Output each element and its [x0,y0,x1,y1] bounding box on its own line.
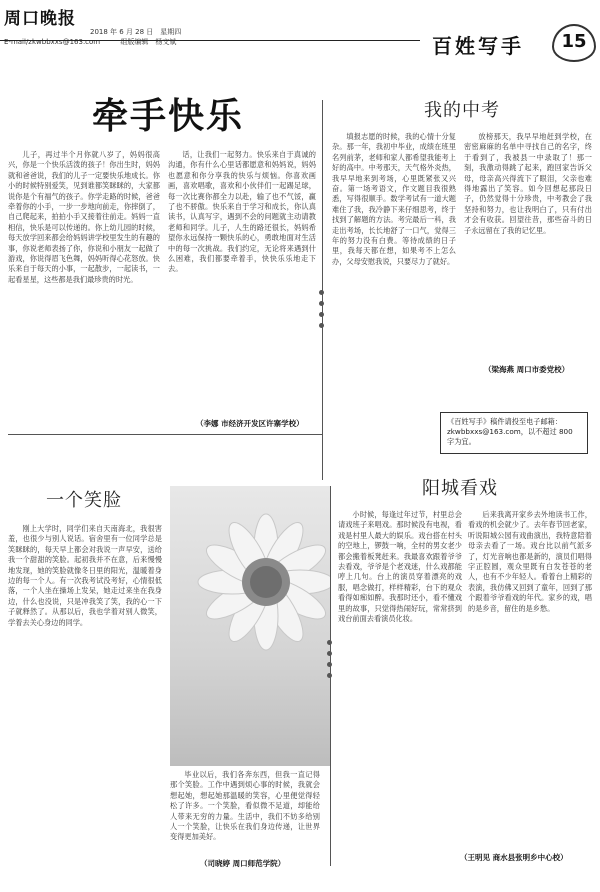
article4-col1-text: 小时候，每逢过年过节，村里总会请戏班子来唱戏。那时候没有电视，看戏是村里人最大的娱乐。戏台搭在村头的空地上，锣鼓一响，全村的男女老少都会搬着板凳赶来。我最喜欢跟着爷爷去看戏，爷爷是个老戏迷，什么戏都能哼上几句。台上的演员穿着漂亮的戏服，唱念做打，样样精彩，台下的观众看得如痴如醉。我那时还小，看不懂戏里的故事，只觉得热闹好玩，常常挤到戏台前面去看演员化妆。 [338,510,462,624]
submission-notice [440,412,588,454]
article3-col2-text: 毕业以后，我们各奔东西，但我一直记得那个笑脸。工作中遇到烦心事的时候，我就会想起她，想起她那温暖的笑容，心里便觉得轻松了许多。一个笑脸，看似微不足道，却能给人带来无穷的力量。生活中，我们不妨多给别人一个笑脸，让快乐在我们身边传递，让世界变得更加美好。 [170,770,320,842]
article1-byline: （李娜 市经济开发区许寨学校） [196,419,304,428]
article-title-my-exam: 我的中考 [424,100,500,121]
sunflower-photo [170,486,330,766]
article2-col1-text: 填报志愿的时候，我的心情十分复杂。那一年，我初中毕业，成绩在班里名列前茅，老师和家人都希望我能考上好的高中。中考那天，天气格外炎热，我早早地来到考场，心里既紧张又兴奋。第一场考语文，作文题目我很熟悉，写得很顺手。数学考试有一道大题难住了我，我冷静下来仔细思考，终于找到了解题的方法。考完最后一科，我走出考场，长长地舒了一口气，觉得三年的努力没有白费。等待成绩的日子里，我每天都在想，如果考不上怎么办，父母安慰我说，只要尽力了就好。 [332,132,456,266]
editor-credit: 组版编辑 杨文斌 [120,38,177,46]
masthead [0,0,600,66]
article3-col1-text: 刚上大学时，同学们来自天南海北，我很害羞，也很少与别人说话。宿舍里有一位同学总是笑眯眯的，每天早上都会对我说一声早安，送给我一个甜甜的笑脸。起初我并不在意，后来慢慢地发现，她的笑脸就像冬日里的阳光，温暖着身边的每一个人。有一次我考试没考好，心情很低落，一个人坐在操场上发呆，她走过来坐在我身边，什么也没说，只是冲我笑了笑，我的心一下子就释然了。从那以后，我也学着对别人微笑，学着去关心身边的同学。 [8,524,162,627]
header-rule [0,40,420,41]
article2-column-2 [464,132,592,348]
divider-dots [319,290,324,328]
article1-column-2 [168,150,316,408]
article2-byline: （梁海燕 周口市委党校） [484,365,570,374]
header-meta [4,27,181,47]
article2-col2-text: 放榜那天，我早早地赶到学校，在密密麻麻的名单中寻找自己的名字，终于看到了，我被县一中录取了！那一刻，我激动得跳了起来，跑回家告诉父母，母亲高兴得流下了眼泪，父亲也难得地露出了笑容。如今回想起那段日子，仍然觉得十分珍贵，中考教会了我坚持和努力，也让我明白了，只有付出才会有收获。回望往昔，那些奋斗的日子永远留在了我的记忆里。 [464,132,592,235]
page-number-badge: 15 [552,24,596,62]
article4-column-1 [338,510,462,866]
article4-col2-text: 后来我离开家乡去外地读书工作，看戏的机会就少了。去年春节回老家，听说阳城公园有戏曲演出，我特意陪着母亲去看了一场。戏台比以前气派多了，灯光音响也都是新的，演员们唱得字正腔圆，观众里既有白发苍苍的老人，也有不少年轻人。看着台上精彩的表演，我仿佛又回到了童年，回到了那个跟着爷爷看戏的年代。家乡的戏，唱的是乡音，留住的是乡愁。 [468,510,592,613]
contact-email: E-mail/zkwbbxxs@163.com [4,38,101,46]
sunflower-icon [170,486,330,766]
article1-column-1 [8,150,160,416]
article4-column-2 [468,510,592,838]
header-email-row [4,37,181,47]
submission-notice-text: 《百姓写手》稿件请投至电子邮箱：zkwbbxxs@163.com，以不超过 800 字为宜。 [447,417,573,446]
article3-byline: （司晓婷 周口师范学院） [200,859,286,868]
article3-column-2 [170,770,320,854]
section-rule [8,434,322,435]
newspaper-logo: 周口晚报 [4,9,76,29]
article-title-yangcheng-opera: 阳城看戏 [422,478,498,499]
issue-date: 2018 年 6 月 28 日 星期四 [90,28,182,36]
article2-column-1 [332,132,456,422]
article-title-hand-in-hand: 牵手快乐 [92,95,245,137]
divider-dots-lower [327,640,332,678]
article1-col1-text: 儿子，再过半个月你就八岁了，妈妈很高兴，你是一个快乐活泼的孩子！你出生时，妈妈就和爸爸说，我们的儿子一定要快乐地成长。你小的时候特别爱笑，见到谁都笑眯眯的，大家都说你是个有福气的孩子。你学走路的时候，爸爸牵着你的小手，一步一步地向前走，你摔倒了，自己爬起来，拍拍小手又接着往前走。妈妈一直相信，快乐是可以传递的。你上幼儿园的时候，每天放学回来都会给妈妈讲学校里发生的有趣的事，你说老师表扬了你，你说和小朋友一起做了游戏，你说得眉飞色舞，妈妈听得心花怒放。快乐来自于每天的小事，一起散步，一起读书，一起看星星，这些都是我们最珍贵的时光。 [8,150,160,284]
article1-col2-text: 话，让我们一起努力。快乐来自于真诚的沟通，你有什么心里话都愿意和妈妈说，妈妈也愿意和你分享我的快乐与烦恼。你喜欢画画，喜欢唱歌，喜欢和小伙伴们一起踢足球，每一次比赛你都全力以赴，输了也不气馁，赢了也不骄傲。快乐来自于学习和成长，你认真读书，认真写字，遇到不会的问题就主动请教老师和同学。儿子，人生的路还很长，妈妈希望你永远保持一颗快乐的心，勇敢地面对生活中的每一次挑战。我们约定，无论将来遇到什么困难，我们都要牵着手，快快乐乐地走下去。 [168,150,316,274]
article4-byline: （王明见 商水县张明乡中心校） [460,853,568,862]
article-title-smile: 一个笑脸 [46,490,122,511]
article3-column-1 [8,524,162,858]
section-title: 百姓写手 [432,34,524,58]
